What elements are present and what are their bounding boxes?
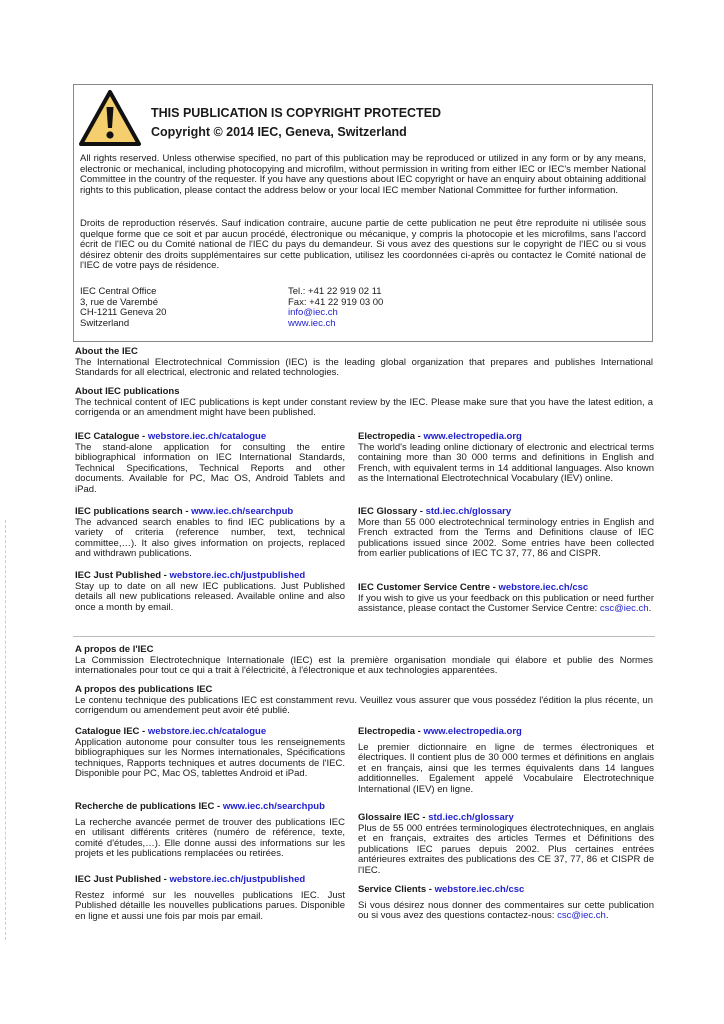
- telephone: Tel.: +41 22 919 02 11: [288, 286, 382, 297]
- copyright-title: THIS PUBLICATION IS COPYRIGHT PROTECTED: [151, 106, 442, 120]
- entry-glossaire: [358, 813, 654, 877]
- entry-title: Glossaire IEC -: [358, 812, 429, 823]
- entry-electropedia-fr: [358, 727, 654, 796]
- entry-recherche-publications: [75, 802, 345, 860]
- entry-text: Restez informé sur les nouvelles publications IEC. Just Published détaille les nouvelles publications parues. Disponible en ligne et aussi une fois par mois par email.: [75, 889, 345, 922]
- section-text: The International Electrotechnical Commission (IEC) is the leading global organization that prepares and publishes International Standards for all electrical, electronic and related technologies.: [75, 356, 653, 379]
- about-publications-section: [75, 387, 653, 419]
- entry-text: Le premier dictionnaire en ligne de termes électroniques et électriques. Il contient plus de 30 000 termes et définitions en anglais et en français, ainsi que les termes équivalents dans 14 langues additionnelles. Egalement appelé Vocabulaire Electrotechnique International (IEV) en ligne.: [358, 741, 654, 795]
- a-propos-iec-section: [75, 645, 653, 677]
- entry-title: IEC Just Published -: [75, 874, 170, 885]
- entry-text: More than 55 000 electrotechnical terminology entries in English and French extracted from the Terms and Definitions clause of IEC publications issued since 2002. Some entries have been collected from earlier publications of IEC TC 37, 77, 86 and CISPR.: [358, 516, 654, 560]
- entry-text: If you wish to give us your feedback on this publication or need further assistance, please contact the Customer Service Centre:: [358, 592, 654, 615]
- entry-iec-catalogue: [75, 432, 345, 496]
- entry-link[interactable]: std.iec.ch/glossary: [425, 506, 512, 517]
- margin-dashed-line: [5, 520, 6, 940]
- a-propos-publications-section: [75, 685, 653, 717]
- entry-title: IEC Customer Service Centre -: [358, 582, 499, 593]
- entry-title: IEC Catalogue -: [75, 431, 148, 442]
- website-link[interactable]: www.iec.ch: [288, 317, 336, 329]
- entry-just-published-fr: [75, 875, 345, 922]
- entry-customer-service: [358, 583, 654, 615]
- copyright-text-en: All rights reserved. Unless otherwise specified, no part of this publication may be reproduced or utilized in any form or by any means, electronic or mechanical, including photocopying and microfilm, without permission in writing from either IEC or IEC's member National Committee in the country of the requester. If you have any questions about IEC copyright or have an enquiry about obtaining additional rights to this publication, please contact the address below or your local IEC member National Committee for further information.: [80, 153, 646, 196]
- entry-link[interactable]: www.electropedia.org: [423, 431, 522, 442]
- entry-text: Stay up to date on all new IEC publications. Just Published details all new publications released. Available online and also once a month by email.: [75, 580, 345, 613]
- entry-text: The stand-alone application for consulting the entire bibliographical information on IEC International Standards, Technical Specifications, Technical Reports and other documents. Available for PC, Mac OS, Android Tablets and iPad.: [75, 441, 345, 495]
- section-text: Le contenu technique des publications IEC est constamment revu. Veuillez vous assurer que vous possédez l'édition la plus récente, un corrigendum ou amendement peut avoir été publié.: [75, 694, 653, 717]
- email-link[interactable]: info@iec.ch: [288, 307, 338, 319]
- entry-text: The advanced search enables to find IEC publications by a variety of criteria (reference number, text, technical committee,…). It also gives information on projects, replaced and withdrawn publications.: [75, 516, 345, 560]
- contact-block: [288, 287, 383, 329]
- address-line: IEC Central Office: [80, 286, 157, 297]
- entry-title: Electropedia -: [358, 431, 424, 442]
- entry-service-clients: [358, 885, 654, 922]
- entry-text: Si vous désirez nous donner des commentaires sur cette publication ou si vous avez des questions contactez-nous:: [358, 899, 654, 922]
- section-text: The technical content of IEC publications is kept under constant review by the IEC. Please make sure that you have the latest edition, a corrigenda or an amendment might have been published.: [75, 396, 653, 419]
- entry-title: Recherche de publications IEC -: [75, 801, 223, 812]
- entry-title: IEC publications search -: [75, 506, 192, 517]
- about-iec-section: [75, 347, 653, 379]
- entry-catalogue-iec: [75, 727, 345, 780]
- entry-link[interactable]: www.iec.ch/searchpub: [191, 506, 294, 517]
- entry-title: IEC Just Published -: [75, 570, 170, 581]
- entry-publications-search: [75, 507, 345, 560]
- entry-title: Service Clients -: [358, 884, 435, 895]
- entry-title: Catalogue IEC -: [75, 726, 148, 737]
- entry-text: Plus de 55 000 entrées terminologiques électrotechniques, en anglais et en français, extraites des articles Termes et Définitions des publications IEC parues depuis 2002. Plus certaines entrées antérieures extraites des publications des CE 37, 77, 86 et CISPR de l'IEC.: [358, 822, 654, 876]
- address-line: CH-1211 Geneva 20: [80, 307, 167, 319]
- entry-link[interactable]: www.iec.ch/searchpub: [222, 801, 325, 812]
- entry-text-end: .: [605, 910, 609, 922]
- entry-just-published: [75, 571, 345, 613]
- section-divider: [73, 636, 655, 637]
- entry-text: La recherche avancée permet de trouver des publications IEC en utilisant différents critères (numéro de référence, texte, comité d'études,…). Elle donne aussi des informations sur les projets et les publications remplacées ou retirées.: [75, 816, 345, 860]
- section-heading: About the IEC: [75, 346, 138, 357]
- entry-link[interactable]: std.iec.ch/glossary: [428, 812, 514, 823]
- email-link[interactable]: csc@iec.ch: [557, 910, 606, 922]
- fax: Fax: +41 22 919 03 00: [288, 296, 384, 308]
- address-line: 3, rue de Varembé: [80, 296, 158, 308]
- address-line: Switzerland: [80, 317, 130, 329]
- entry-electropedia: [358, 432, 654, 485]
- entry-text-end: .: [648, 603, 652, 615]
- copyright-subtitle: Copyright © 2014 IEC, Geneva, Switzerland: [151, 125, 407, 139]
- entry-link[interactable]: webstore.iec.ch/catalogue: [147, 726, 267, 737]
- email-link[interactable]: csc@iec.ch: [599, 603, 649, 615]
- copyright-text-fr: Droits de reproduction réservés. Sauf indication contraire, aucune partie de cette publication ne peut être reproduite ni utilisée sous quelque forme que ce soit et par aucun procédé, électronique ou mécanique, y compris la photocopie et les microfilms, sans l'accord écrit de l'IEC ou du Comité national de l'IEC du pays du demandeur. Si vous avez des questions sur le copyright de l'IEC ou si vous désirez obtenir des droits supplémentaires sur cette publication, utilisez les coordonnées ci-après ou contactez le Comité national de l'IEC de votre pays de résidence.: [80, 218, 646, 272]
- entry-glossary: [358, 507, 654, 560]
- entry-link[interactable]: webstore.iec.ch/justpublished: [169, 874, 306, 885]
- entry-link[interactable]: webstore.iec.ch/csc: [434, 884, 525, 895]
- entry-text: Application autonome pour consulter tous les renseignements bibliographiques sur les Normes internationales, Spécifications techniques, Rapports techniques et autres documents de l'IEC. Disponible pour PC, Mac OS, tablettes Android et iPad.: [75, 736, 345, 780]
- entry-link[interactable]: webstore.iec.ch/csc: [498, 582, 589, 593]
- entry-title: IEC Glossary -: [358, 506, 426, 517]
- address-block: [80, 287, 166, 329]
- entry-link[interactable]: www.electropedia.org: [423, 726, 522, 737]
- entry-title: Electropedia -: [358, 726, 424, 737]
- entry-link[interactable]: webstore.iec.ch/justpublished: [169, 570, 306, 581]
- entry-link[interactable]: webstore.iec.ch/catalogue: [147, 431, 267, 442]
- warning-icon: [78, 89, 142, 147]
- entry-text: The world's leading online dictionary of electronic and electrical terms containing more than 30 000 terms and definitions in English and French, with equivalent terms in 14 additional languages. Also known as the International Electrotechnical Vocabulary (IEV) online.: [358, 441, 654, 485]
- section-heading: A propos des publications IEC: [75, 684, 213, 695]
- section-heading: A propos de l'IEC: [75, 644, 154, 655]
- section-text: La Commission Electrotechnique Internationale (IEC) est la première organisation mondiale qui élabore et publie des Normes internationales pour tout ce qui a trait à l'électricité, à l'électronique et aux technologies apparentées.: [75, 654, 653, 677]
- section-heading: About IEC publications: [75, 386, 180, 397]
